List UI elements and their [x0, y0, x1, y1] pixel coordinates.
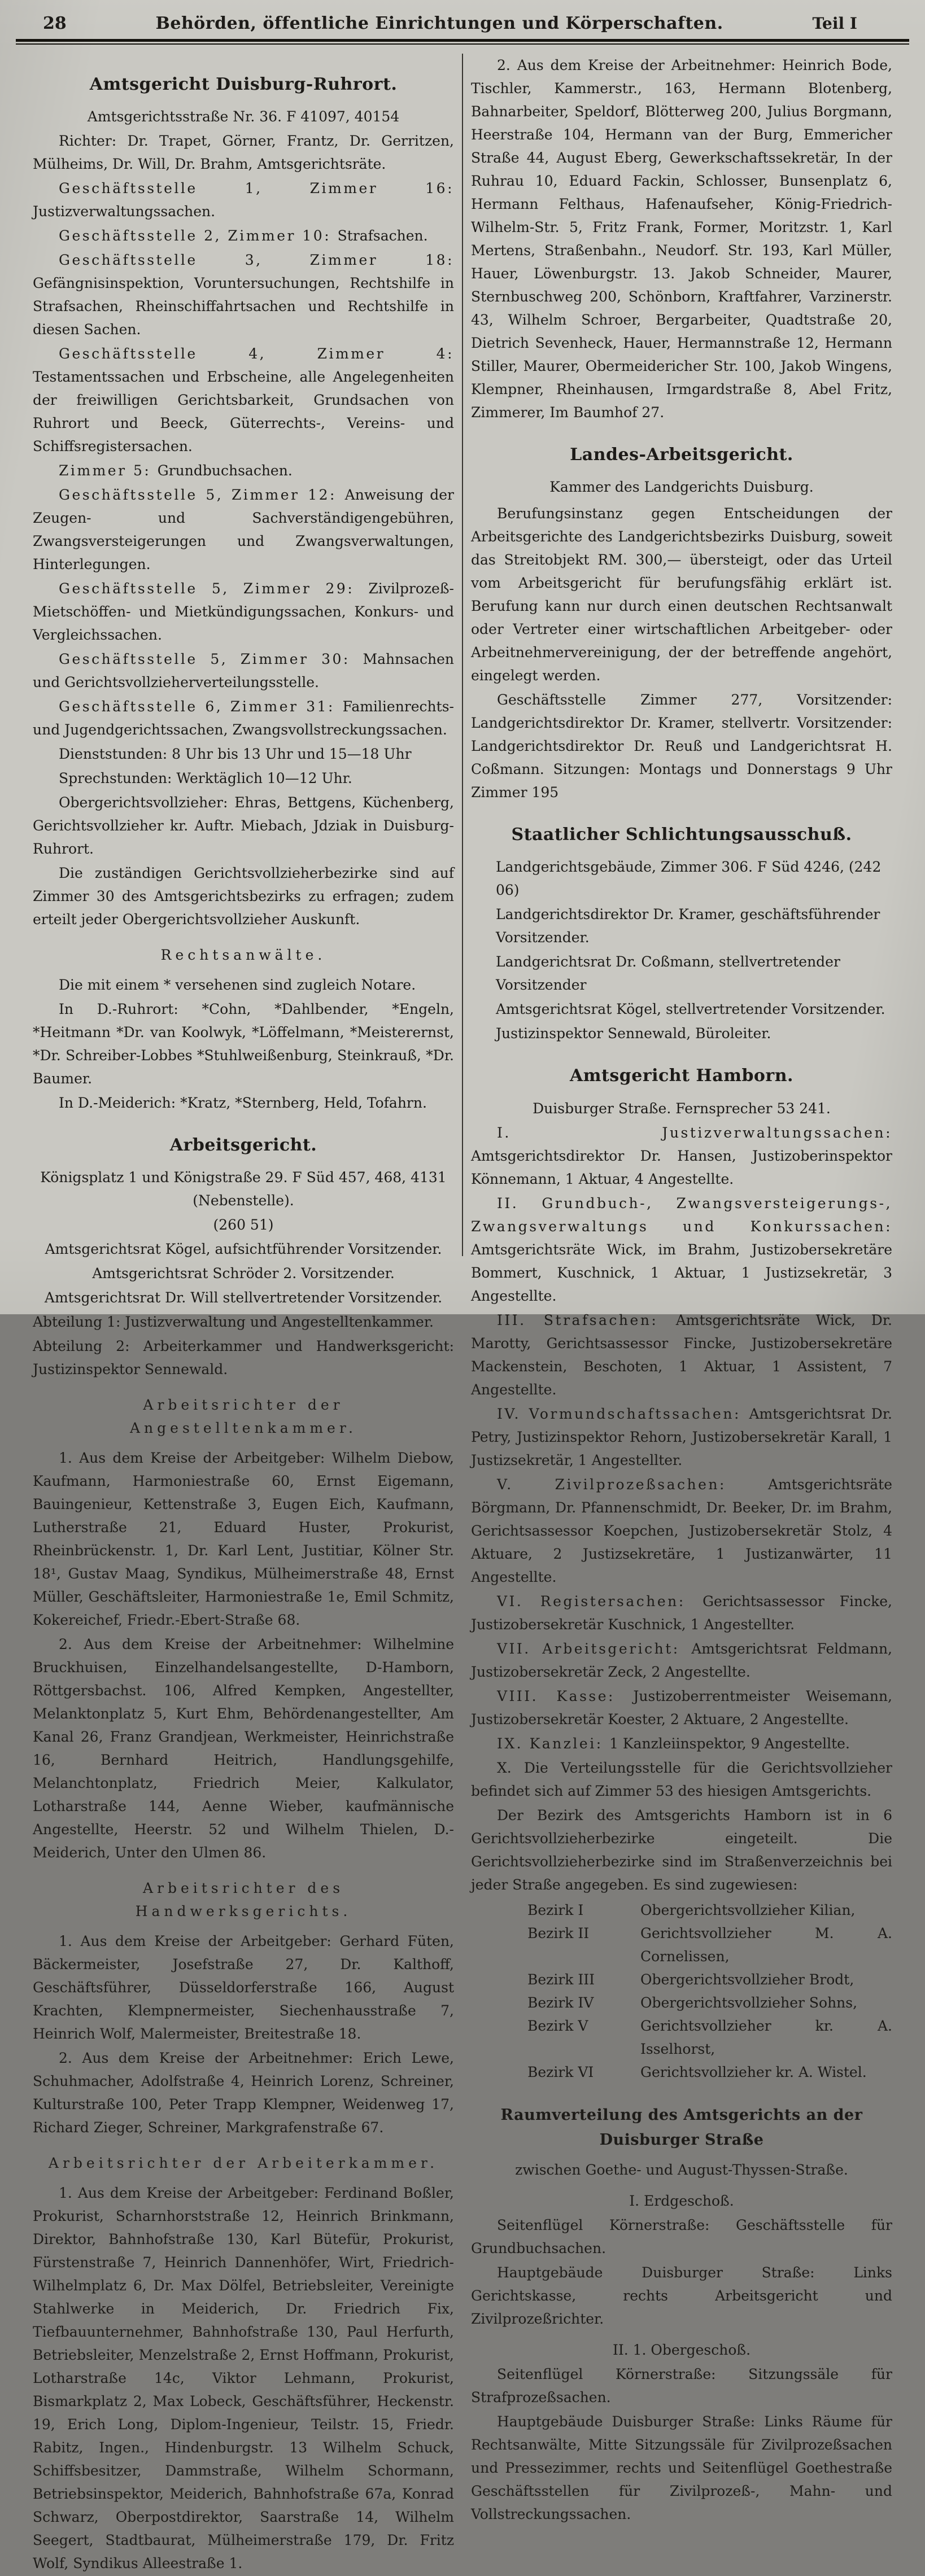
paragraph-lead: Geschäftsstelle 1, Zimmer 16:	[59, 180, 454, 197]
paragraph: Der Bezirk des Amtsgerichts Hamborn ist in 6 Gerichtsvollzieherbezirke eingeteilt. Die Gerichtsvollzieherbezirke sind im Straßenverzeichnis bei jeder Straße angegeben. Es sind zugewiesen:	[471, 1807, 892, 1893]
paragraph-lead: VI. Registersachen:	[497, 1593, 703, 1610]
paragraph-lead: II. Grundbuch-, Zwangsversteigerungs-, Zwangsverwaltungs und Konkurssachen:	[471, 1195, 892, 1235]
officer-line: Justizinspektor Sennewald, Büroleiter.	[496, 1025, 771, 1042]
paragraph: 2. Aus dem Kreise der Arbeitnehmer: Heinrich Bode, Tischler, Kammerstr., 163, Hermann Blotenberg, Bahnarbeiter, Speldorf, Blötterweg 200, Julius Borgmann, Heerstraße 104, Hermann van der Burg, Emmericher Straße 44, August Eberg, Gewerkschaftssekretär, In der Ruhrau 10, Eduard Fackin, Schlosser, Bunsenplatz 6, Hermann Felthaus, Hafenaufseher, König-Friedrich-Wilhelm-Str. 5, Fritz Frank, Former, Moritzstr. 1, Karl Mertens, Straßenbahn., Neudorf. Str. 193, Karl Müller, Hauer, Löwenburgstr. 13. Jakob Schneider, Maurer, Sternbuschweg 200, Schönborn, Kraftfahrer, Varzinerstr. 43, Wilhelm Schroer, Bergarbeiter, Quadtstraße 20, Dietrich Sevenheck, Hauer, Hermannstraße 12, Hermann Stiller, Maurer, Obermeidericher Str. 100, Jakob Wingens, Klempner, Rheinhausen, Irmgardstraße 8, Abel Fritz, Zimmerer, Im Baumhof 27.	[471, 57, 892, 421]
paragraph-lead: Geschäftsstelle 3, Zimmer 18:	[59, 252, 454, 269]
centered-line: Amtsgerichtsrat Schröder 2. Vorsitzender.	[92, 1265, 395, 1282]
section-heading: Raumverteilung des Amtsgerichts an der Duisburger Straße	[500, 2106, 863, 2149]
paragraph: Geschäftsstelle 5, Zimmer 12: Anweisung der Zeugen- und Sachverständigengebühren, Zwangsversteigerungen und Zwangsverwaltungen, Hinterlegungen.	[33, 487, 454, 573]
bezirk-item	[527, 1968, 892, 1991]
paragraph: In D.-Ruhrort: *Cohn, *Dahlbender, *Engeln, *Heitmann *Dr. van Koolwyk, *Löffelmann, *Meisterernst, *Dr. Schreiber-Lobbes *Stuhlweißenburg, Steinkrauß, *Dr. Baumer.	[33, 1001, 454, 1087]
paragraph: III. Strafsachen: Amtsgerichtsräte Wick, Dr. Marotty, Gerichtsassessor Fincke, Justizobersekretäre Mackenstein, Beschoten, 1 Aktuar, 1 Assistent, 7 Angestellte.	[471, 1311, 892, 1398]
paragraph: Die zuständigen Gerichtsvollzieherbezirke sind auf Zimmer 30 des Amtsgerichtsbezirks zu erfragen; zudem erteilt jeder Obergerichtsvollzieher Auskunft.	[33, 865, 454, 928]
paragraph-lead: I. Justizverwaltungssachen:	[497, 1124, 892, 1141]
centered-line: Duisburger Straße. Fernsprecher 53 241.	[533, 1100, 831, 1117]
officer-line: Landgerichtsdirektor Dr. Kramer, geschäftsführender Vorsitzender.	[496, 906, 880, 946]
paragraph-lead: Geschäftsstelle 5, Zimmer 29:	[59, 580, 369, 597]
paragraph-lead: VII. Arbeitsgericht:	[497, 1640, 692, 1657]
paragraph: Hauptgebäude Duisburger Straße: Links Gerichtskasse, rechts Arbeitsgericht und Zivilprozeßrichter.	[471, 2264, 892, 2328]
section-heading: Amtsgericht Duisburg-Ruhrort.	[89, 75, 398, 94]
section-heading: Amtsgericht Hamborn.	[570, 1066, 793, 1086]
paragraph: 2. Aus dem Kreise der Arbeitnehmer: Wilhelmine Bruckhuisen, Einzelhandelsangestellte, D-Hamborn, Röttgersbachst. 106, Alfred Kempken, Angestellter, Melanktonplatz 5, Kurt Ehm, Behördenangestellter, Am Kanal 26, Franz Grandjean, Werkmeister, Heinrichstraße 16, Bernhard Heitrich, Handlungsgehilfe, Melanchtonplatz, Friedrich Meier, Kalkulator, Lotharstraße 144, Aenne Wieber, kaufmännische Angestellte, Heerstr. 52 und Wilhelm Thielen, D.-Meiderich, Unter den Ulmen 86.	[33, 1636, 454, 1861]
two-column-layout	[0, 45, 925, 2576]
paragraph: Dienststunden: 8 Uhr bis 13 Uhr und 15—18 Uhr	[59, 746, 412, 763]
centered-line: Amtsgerichtsstraße Nr. 36. F 41097, 40154	[87, 108, 400, 125]
paragraph: IX. Kanzlei: 1 Kanzleiinspektor, 9 Angestellte.	[497, 1735, 850, 1752]
bezirk-item	[527, 2014, 892, 2061]
bezirk-officer: Obergerichtsvollzieher Kilian,	[640, 1901, 856, 1918]
paragraph: Geschäftsstelle 1, Zimmer 16: Justizverwaltungssachen.	[33, 180, 454, 220]
paragraph: Die mit einem * versehenen sind zugleich Notare.	[59, 977, 416, 994]
paragraph: 2. Aus dem Kreise der Arbeitnehmer: Erich Lewe, Schuhmacher, Adolfstraße 4, Heinrich Lorenz, Schreiner, Kulturstraße 100, Peter Trapp Klempner, Weidenweg 17, Richard Zieger, Schreiner, Markgrafenstraße 67.	[33, 2050, 454, 2136]
paragraph: Geschäftsstelle 6, Zimmer 31: Familienrechts- und Jugendgerichtssachen, Zwangsvollstreckungssachen.	[33, 698, 454, 738]
page-number: 28	[43, 14, 67, 33]
officer-line: Amtsgerichtsrat Kögel, stellvertretender Vorsitzender.	[496, 1001, 885, 1018]
section-heading: Staatlicher Schlichtungsausschuß.	[511, 825, 852, 845]
spaced-heading: Arbeitsrichter des Handwerksgerichts.	[135, 1880, 352, 1920]
centered-line: I. Erdgeschoß.	[629, 2193, 734, 2210]
paragraph-lead: Geschäftsstelle 5, Zimmer 12:	[59, 487, 345, 504]
paragraph: Richter: Dr. Trapet, Görner, Frantz, Dr. Gerritzen, Mülheims, Dr. Will, Dr. Brahm, Amtsgerichtsräte.	[33, 133, 454, 173]
spaced-heading: Arbeitsrichter der Arbeiterkammer.	[48, 2155, 439, 2172]
bezirk-officer: Gerichtsvollzieher kr. A. Wistel.	[640, 2063, 867, 2080]
centered-line: Amtsgerichtsrat Kögel, aufsichtführender Vorsitzender.	[45, 1241, 442, 1258]
column-divider	[462, 54, 463, 1256]
paragraph: Sprechstunden: Werktäglich 10—12 Uhr.	[59, 770, 352, 787]
section-heading: Arbeitsgericht.	[169, 1135, 317, 1156]
paragraph: Abteilung 1: Justizverwaltung und Angestelltenkammer.	[33, 1314, 434, 1331]
bezirk-item	[527, 1922, 892, 1968]
page-header	[0, 0, 925, 38]
bezirk-label: Bezirk I	[527, 1901, 584, 1918]
paragraph: Berufungsinstanz gegen Entscheidungen der Arbeitsgerichte des Landgerichtsbezirks Duisburg, soweit das Streitobjekt RM. 300,— übersteigt, oder das Urteil vom Arbeitsgericht für berufungsfähig erklärt ist. Berufung kann nur durch einen deutschen Rechtsanwalt oder Vertreter einer wirtschaftlichen Arbeitgeber- oder Arbeitnehmervereinigung, der der betreffende angehört, eingelegt werden.	[471, 505, 892, 684]
paragraph: 1. Aus dem Kreise der Arbeitgeber: Wilhelm Diebow, Kaufmann, Harmoniestraße 60, Ernst Eigemann, Bauingenieur, Kettenstraße 3, Eugen Eich, Kaufmann, Lutherstraße 21, Eduard Huster, Prokurist, Rheinbrückenstr. 1, Dr. Karl Lent, Justitiar, Kölner Str. 18¹, Gustav Maag, Syndikus, Mülheimerstraße 48, Ernst Müller, Geschäftsleiter, Harmoniestraße 1e, Emil Schmitz, Kokereichef, Friedr.-Ebert-Straße 68.	[33, 1450, 454, 1629]
part-label: Teil I	[812, 14, 857, 33]
spaced-heading: Rechtsanwälte.	[160, 947, 326, 964]
paragraph-lead: IV. Vormundschaftssachen:	[497, 1405, 749, 1422]
paragraph: Seitenflügel Körnerstraße: Geschäftsstelle für Grundbuchsachen.	[471, 2217, 892, 2257]
paragraph: Zimmer 5: Grundbuchsachen.	[59, 462, 293, 479]
right-column	[471, 54, 892, 2576]
paragraph: VII. Arbeitsgericht: Amtsgerichtsrat Feldmann, Justizobersekretär Zeck, 2 Angestellte.	[471, 1640, 892, 1680]
spaced-heading: Arbeitsrichter der Angestelltenkammer.	[130, 1397, 357, 1437]
paragraph: VIII. Kasse: Justizoberrentmeister Weisemann, Justizobersekretär Koester, 2 Aktuare, 2 Angestellte.	[471, 1687, 893, 1727]
centered-line: II. 1. Obergeschoß.	[612, 2342, 751, 2359]
paragraph-lead: Geschäftsstelle 4, Zimmer 4:	[59, 345, 454, 362]
bezirk-label: Bezirk V	[527, 2017, 588, 2034]
paragraph-lead: III. Strafsachen:	[497, 1311, 676, 1328]
bezirk-label: Bezirk IV	[527, 1994, 594, 2011]
paragraph: Geschäftsstelle 5, Zimmer 29: Zivilprozeß- Mietschöffen- und Mietkündigungssachen, Konkurs- und Vergleichssachen.	[33, 580, 454, 644]
paragraph: VI. Registersachen: Gerichtsassessor Fincke, Justizobersekretär Kuschnick, 1 Angestellter.	[471, 1593, 892, 1633]
paragraph: Seitenflügel Körnerstraße: Sitzungssäle für Strafprozeßsachen.	[471, 2366, 892, 2406]
paragraph: Geschäftsstelle 4, Zimmer 4: Testamentssachen und Erbscheine, alle Angelegenheiten der freiwilligen Gerichtsbarkeit, Grundsachen von Ruhrort und Beeck, Güterrechts-, Vereins- und Schiffsregistersachen.	[33, 345, 454, 455]
paragraph: II. Grundbuch-, Zwangsversteigerungs-, Zwangsverwaltungs und Konkurssachen: Amtsgerichtsräte Wick, im Brahm, Justizobersekretäre Bommert, Kuschnick, 1 Aktuar, 1 Justizsekretär, 3 Angestellte.	[471, 1195, 892, 1304]
bezirk-label: Bezirk VI	[527, 2063, 594, 2080]
bezirk-list	[471, 1899, 892, 2084]
centered-line: zwischen Goethe- und August-Thyssen-Straße.	[515, 2162, 848, 2179]
bezirk-label: Bezirk III	[527, 1971, 595, 1988]
paragraph: X. Die Verteilungsstelle für die Gerichtsvollzieher befindet sich auf Zimmer 53 des hiesigen Amtsgerichts.	[471, 1759, 892, 1799]
bezirk-officer: Obergerichtsvollzieher Sohns,	[640, 1994, 858, 2011]
bezirk-label: Bezirk II	[527, 1925, 590, 1941]
section-subheading: Kammer des Landgerichts Duisburg.	[549, 479, 814, 496]
paragraph: Geschäftsstelle 5, Zimmer 30: Mahnsachen und Gerichtsvollzieherverteilungsstelle.	[33, 651, 454, 691]
paragraph-lead: IX. Kanzlei:	[497, 1735, 610, 1752]
paragraph-lead: Geschäftsstelle 6, Zimmer 31:	[59, 698, 343, 715]
paragraph-lead: Geschäftsstelle 2, Zimmer 10:	[59, 228, 338, 244]
paragraph: Obergerichtsvollzieher: Ehras, Bettgens, Küchenberg, Gerichtsvollzieher kr. Auftr. Miebach, Jdziak in Duisburg-Ruhrort.	[33, 794, 454, 858]
officer-line: Landgerichtsgebäude, Zimmer 306. F Süd 4246, (242 06)	[496, 859, 882, 899]
header-rule	[16, 39, 909, 42]
centered-line: (260 51)	[213, 1217, 274, 1234]
bezirk-officer: Obergerichtsvollzieher Brodt,	[640, 1971, 854, 1988]
paragraph: Geschäftsstelle Zimmer 277, Vorsitzender: Landgerichtsdirektor Dr. Kramer, stellvertr. Vorsitzender: Landgerichtsdirektor Dr. Reuß und Landgerichtsrat H. Coßmann. Sitzungen: Montags und Donnerstags 9 Uhr Zimmer 195	[471, 692, 892, 801]
bezirk-officer: Gerichtsvollzieher M. A. Cornelissen,	[640, 1925, 892, 1965]
paragraph-lead: VIII. Kasse:	[497, 1687, 634, 1704]
paragraph: In D.-Meiderich: *Kratz, *Sternberg, Held, Tofahrn.	[59, 1095, 427, 1112]
officer-line: Landgerichtsrat Dr. Coßmann, stellvertretender Vorsitzender	[496, 954, 840, 994]
bezirk-item	[527, 1991, 892, 2014]
bezirk-officer: Gerichtsvollzieher kr. A. Isselhorst,	[640, 2017, 892, 2057]
paragraph: Geschäftsstelle 2, Zimmer 10: Strafsachen.	[59, 228, 428, 244]
paragraph: Geschäftsstelle 3, Zimmer 18: Gefängnisinspektion, Voruntersuchungen, Rechtshilfe in Strafsachen, Rheinschiffahrtsachen und Rechtshilfe in diesen Sachen.	[33, 252, 454, 338]
paragraph-lead: Zimmer 5:	[59, 462, 158, 479]
paragraph: I. Justizverwaltungssachen: Amtsgerichtsdirektor Dr. Hansen, Justizoberinspektor Könnemann, 1 Aktuar, 4 Angestellte.	[471, 1124, 892, 1187]
section-heading: Landes-Arbeitsgericht.	[570, 445, 793, 465]
paragraph-lead: V. Zivilprozeßsachen:	[497, 1476, 768, 1493]
paragraph: 1. Aus dem Kreise der Arbeitgeber: Gerhard Füten, Bäckermeister, Josefstraße 27, Dr. Kalthoff, Geschäftsführer, Düsseldorferstraße 166, August Krachten, Klempnermeister, Siechenhausstraße 7, Heinrich Wolf, Malermeister, Breitestraße 18.	[33, 1933, 454, 2043]
bezirk-item	[527, 2061, 892, 2084]
page-title: Behörden, öffentliche Einrichtungen und Körperschaften.	[155, 14, 723, 33]
centered-line: Königsplatz 1 und Königstraße 29. F Süd 457, 468, 4131 (Nebenstelle).	[40, 1169, 447, 1209]
paragraph: Hauptgebäude Duisburger Straße: Links Räume für Rechtsanwälte, Mitte Sitzungssäle für Zivilprozeßsachen und Pressezimmer, rechts und Seitenflügel Goethestraße Geschäftsstellen für Zivilprozeß-, Mahn- und Vollstreckungssachen.	[471, 2413, 892, 2523]
left-column	[33, 54, 454, 2576]
bezirk-item	[527, 1899, 892, 1922]
paragraph: V. Zivilprozeßsachen: Amtsgerichtsräte Börgmann, Dr. Pfannenschmidt, Dr. Beeker, Dr. im Brahm, Gerichtsassessor Koepchen, Justizobersekretär Stolz, 4 Aktuare, 2 Justizsekretäre, 1 Justizanwärter, 11 Angestellte.	[471, 1476, 892, 1585]
paragraph: Abteilung 2: Arbeiterkammer und Handwerksgericht: Justizinspektor Sennewald.	[33, 1338, 454, 1378]
centered-line: Amtsgerichtsrat Dr. Will stellvertretender Vorsitzender.	[44, 1289, 443, 1306]
paragraph-lead: Geschäftsstelle 5, Zimmer 30:	[59, 651, 363, 668]
paragraph: 1. Aus dem Kreise der Arbeitgeber: Ferdinand Boßler, Prokurist, Scharnhorststraße 12, Heinrich Brinkmann, Direktor, Bahnhofstraße 130, Karl Bütefür, Prokurist, Fürstenstraße 7, Heinrich Dannenhöfer, Wirt, Friedrich-Wilhelmplatz 6, Dr. Max Dölfel, Betriebsleiter, Vereinigte Stahlwerke in Meiderich, Dr. Friedrich Fix, Tiefbauunternehmer, Bahnhofstraße 130, Paul Herfurth, Betriebsleiter, Menzelstraße 2, Ernst Hoffmann, Prokurist, Lotharstraße 14c, Viktor Lehmann, Prokurist, Bismarkplatz 2, Max Lobeck, Geschäftsführer, Heckenstr. 19, Erich Long, Diplom-Ingenieur, Teilstr. 15, Friedr. Rabitz, Ingen., Hindenburgstr. 13 Wilhelm Schuck, Schiffsbesitzer, Dammstraße, Wilhelm Schormann, Betriebsinspektor, Meiderich, Bahnhofstraße 67a, Konrad Schwarz, Oberpostdirektor, Saarstraße 14, Wilhelm Seegert, Stadtbaurat, Mülheimerstraße 179, Dr. Fritz Wolf, Syndikus Alleestraße 1.	[33, 2185, 454, 2572]
paragraph: IV. Vormundschaftssachen: Amtsgerichtsrat Dr. Petry, Justizinspektor Rehorn, Justizobersekretär Karall, 1 Justizsekretär, 1 Angestellter.	[471, 1405, 893, 1468]
